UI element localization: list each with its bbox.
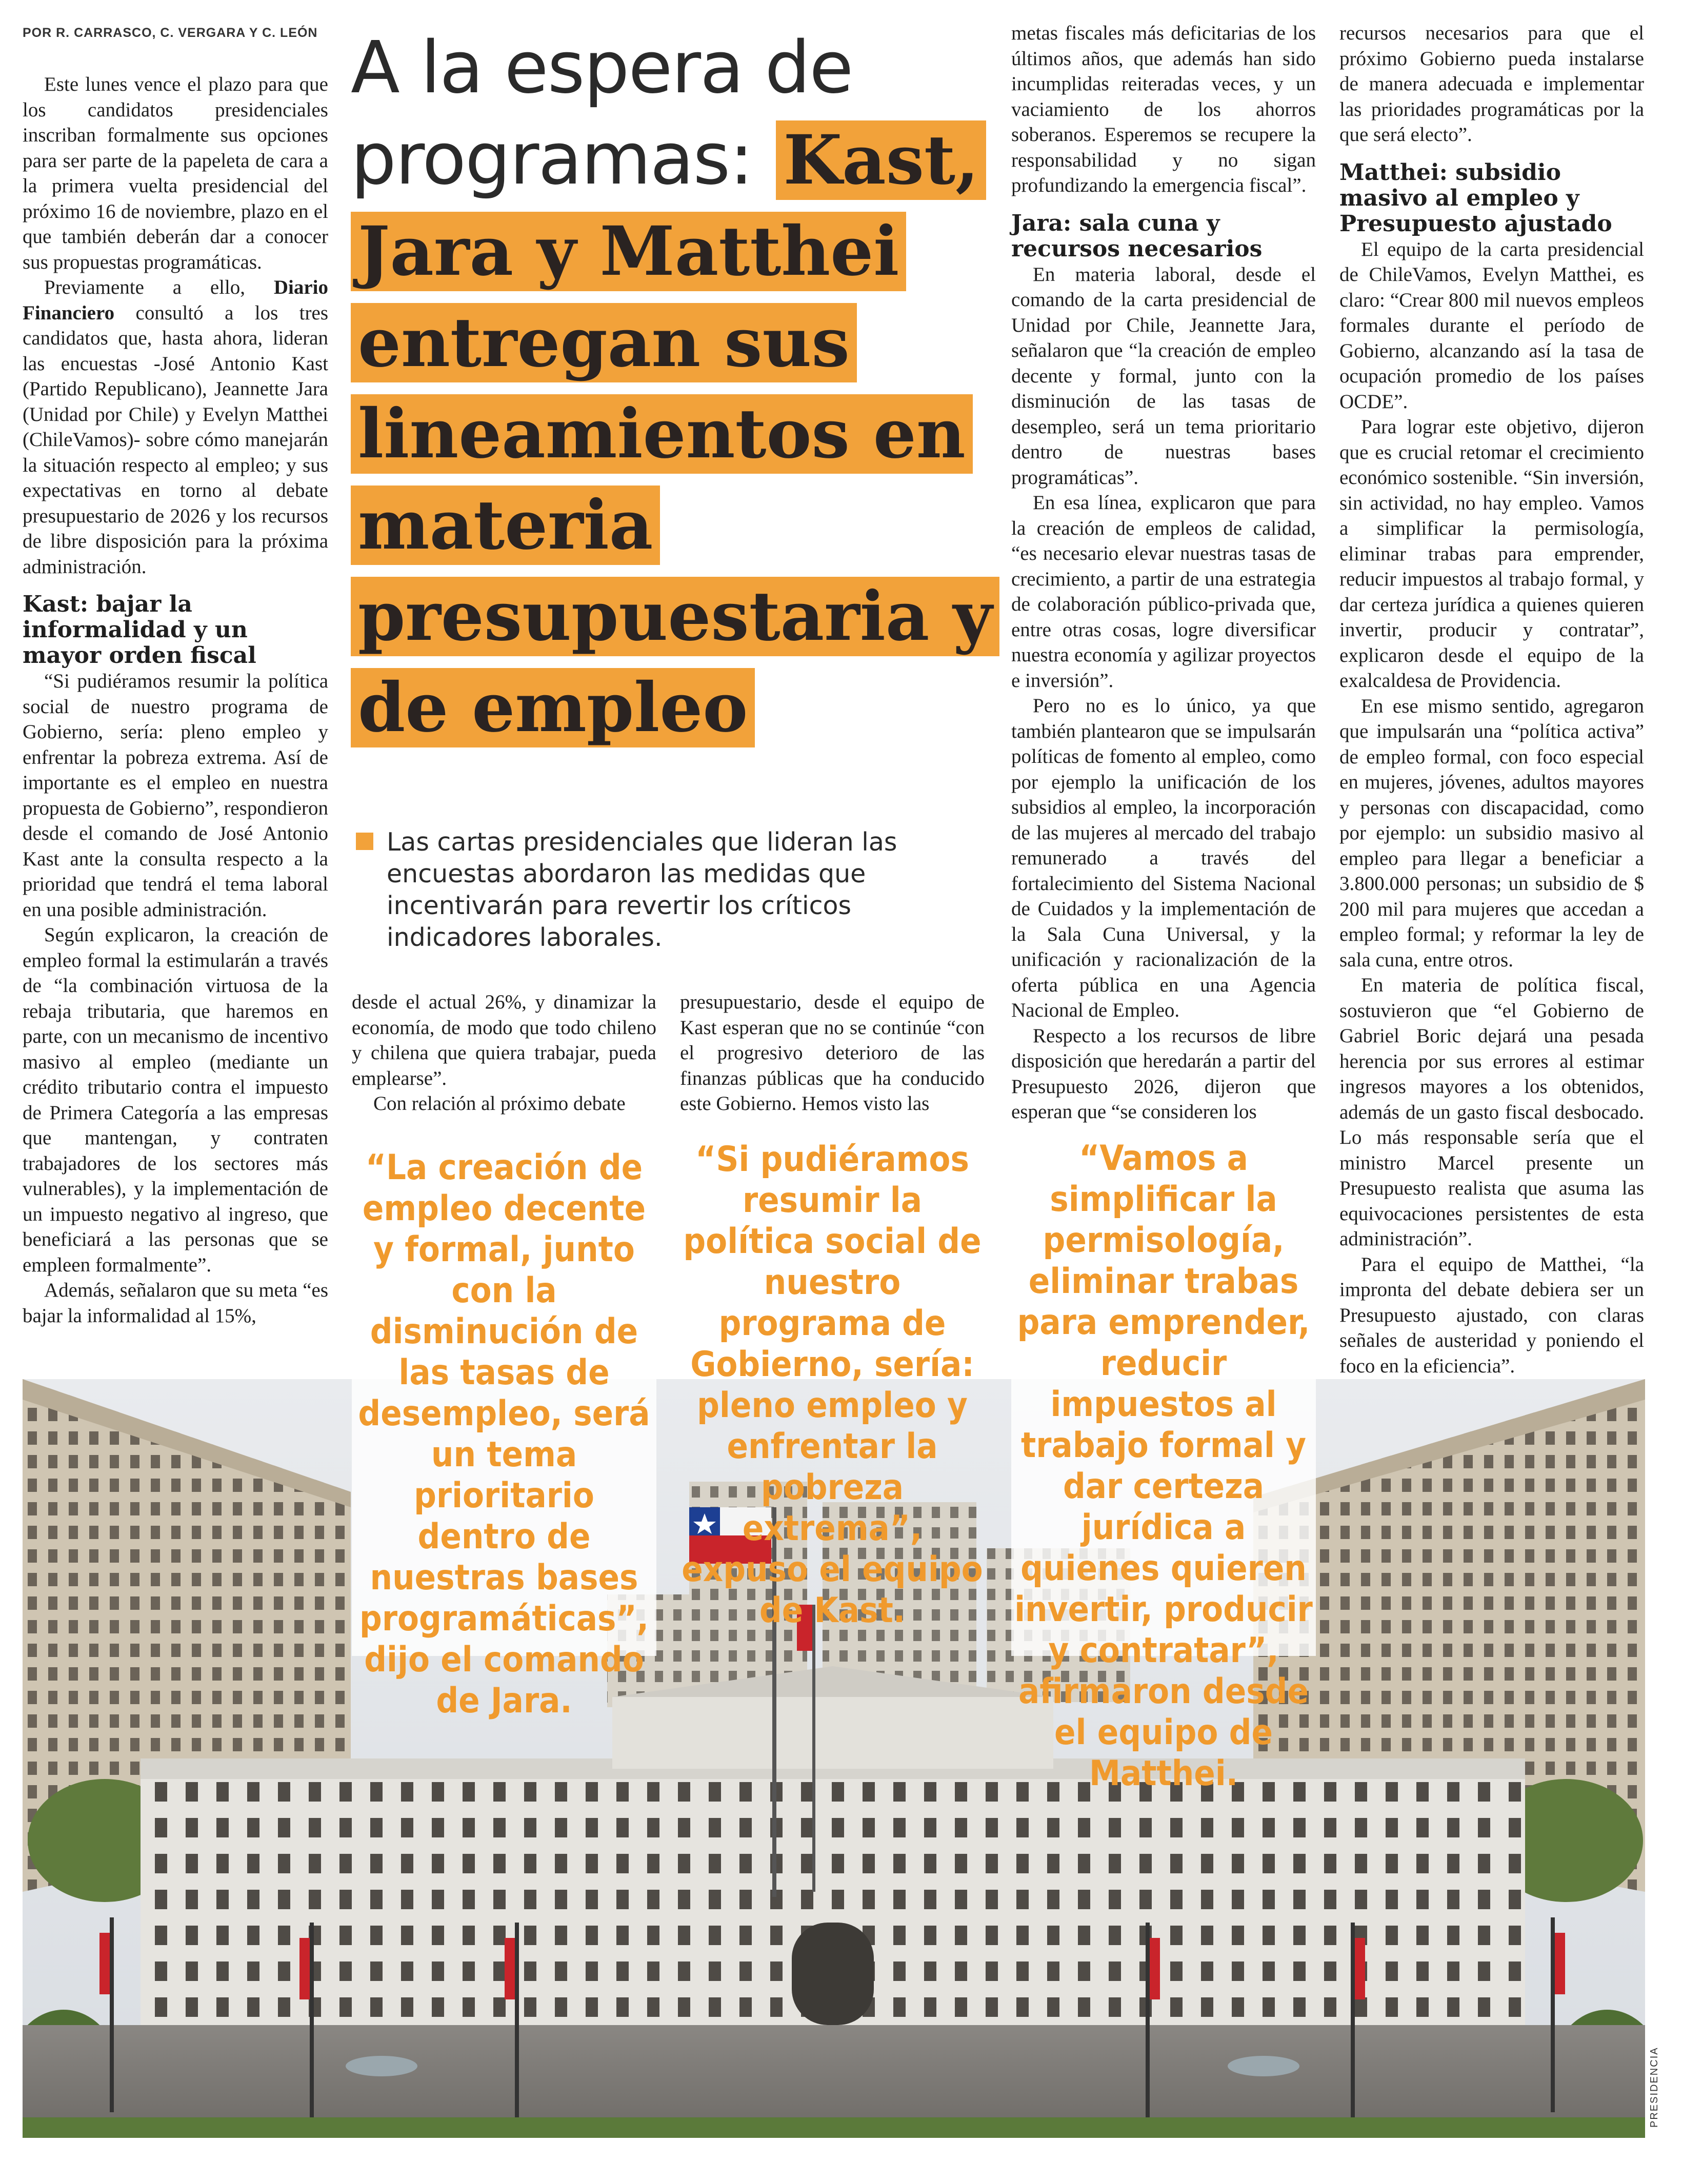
publication-name: Diario Financiero (23, 276, 328, 324)
pull-quote-kast: “Si pudiéramos resumir la política social de nuestro programa de Gobierno, sería: pleno empleo y enfrentar la pobreza extrema”, expuso el equipo de Kast. (682, 1139, 983, 1631)
body-paragraph: metas fiscales más deficitarias de los últimos años, que además han sido incumplidas reiteradas veces, y un vaciamiento de los ahorros soberanos. Esperemos se recupere la responsabilidad y no sigan profundizando la emergencia fiscal”. (1011, 22, 1316, 196)
body-paragraph: Este lunes vence el plazo para que los candidatos presidenciales inscriban formalmente sus opciones para ser parte de la papeleta de cara a la primera vuelta presidencial del próximo 16 de noviembre, plazo en el que también deberán dar a conocer sus propuestas programáticas. (23, 73, 328, 273)
headline-light-line-1: A la espera de (351, 26, 853, 110)
body-paragraph: El equipo de la carta presidencial de ChileVamos, Evelyn Matthei, es claro: “Crear 800 mil nuevos empleos formales durante el período de Gobierno, alcanzando así la tasa de ocupación promedio de los países OCDE”. (1339, 238, 1644, 413)
photo-credit: PRESIDENCIA (1649, 2047, 1660, 2128)
body-paragraph: desde el actual 26%, y dinamizar la economía, de modo que todo chileno y chilena que quiera trabajar, pueda emplearse”. (352, 991, 656, 1089)
byline: POR R. CARRASCO, C. VERGARA Y C. LEÓN (23, 26, 318, 40)
body-paragraph: presupuestario, desde el equipo de Kast esperan que no se continúe “con el progresivo deterioro de las finanzas públicas que ha conducido este Gobierno. Hemos visto las (680, 991, 985, 1115)
headline-light-line-2: programas: (351, 117, 753, 201)
body-paragraph: Pero no es lo único, ya que también plantearon que se impulsarán políticas de fomento al empleo, como por ejemplo la unificación de los subsidios al empleo, la incorporación de las mujeres al mercado del trabajo remunerado a través del fortalecimiento del Sistema Nacional de Cuidados y la implementación de la Sala Cuna Universal, y la unificación y racionalización de la oferta pública en una Agencia Nacional de Empleo. (1011, 695, 1316, 1021)
pull-quote-jara: “La creación de empleo decente y formal, junto con la disminución de las tasas de desempleo, será un tema prioritario dentro de nuestras bases programáticas”, dijo el comando de Jara. (352, 1133, 656, 1656)
body-paragraph: En ese mismo sentido, agregaron que impulsarán una “política activa” de empleo formal, con foco especial en mujeres, jóvenes, adultos mayores y personas con discapacidad, como por ejemplo: un subsidio masivo al empleo para llegar a beneficiar a 3.800.000 personas; un subsidio de $ 200 mil para mujeres que accedan a empleo formal; y reformar la ley de sala cuna, entre otros. (1339, 695, 1644, 971)
article-column-2 (352, 989, 656, 1117)
section-heading-kast: Kast: bajar la informalidad y un mayor orden fiscal (23, 591, 256, 669)
body-paragraph: Además, señalaron que su meta “es bajar la informalidad al 15%, (23, 1279, 328, 1327)
body-paragraph: recursos necesarios para que el próximo Gobierno pueda instalarse de manera adecuada e implementar las prioridades programáticas por la que será electo”. (1339, 22, 1644, 146)
section-heading-matthei: Matthei: subsidio masivo al empleo y Presupuesto ajustado (1339, 159, 1612, 237)
body-paragraph: En esa línea, explicaron que para la creación de empleos de calidad, “es necesario elevar nuestras tasas de crecimiento, a partir de una estrategia de colaboración público-privada que, entre otras cosas, logre diversificar nuestra economía y agilizar proyectos e inversión”. (1011, 492, 1316, 692)
body-paragraph: Respecto a los recursos de libre disposición que heredarán a partir del Presupuesto 2026, dijeron que esperan que “se consideren los (1011, 1024, 1316, 1123)
headline (351, 23, 999, 754)
bullet-square-icon (356, 833, 373, 850)
body-paragraph: Para el equipo de Matthei, “la impronta del debate debiera ser un Presupuesto ajustado, con claras señales de austeridad y poniendo el foco en la eficiencia”. (1339, 1253, 1644, 1377)
body-paragraph: En materia de política fiscal, sostuvieron que “el Gobierno de Gabriel Boric dejará una pesada herencia por sus errores al estimar ingresos mayores a los obtenidos, además de un gasto fiscal desbocado. Lo más responsable sería que el ministro Marcel presente un Presupuesto realista que asuma las equivocaciones persistentes de esta administración”. (1339, 974, 1644, 1250)
body-paragraph: Con relación al próximo debate (373, 1093, 626, 1115)
body-paragraph: Para lograr este objetivo, dijeron que es crucial retomar el crecimiento económico sostenible. “Sin inversión, sin actividad, no hay empleo. Vamos a simplificar la permisología, eliminar trabas para emprender, reducir impuestos al trabajo formal, y dar certeza jurídica a quienes quieren invertir, producir y contratar”, explicaron desde el equipo de la exalcaldesa de Providencia. (1339, 416, 1644, 692)
body-paragraph: Previamente a ello, Diario Financiero consultó a los tres candidatos que, hasta ahora, lideran las encuestas -José Antonio Kast (Partido Republicano), Jeannette Jara (Unidad por Chile) y Evelyn Matthei (ChileVamos)- sobre cómo manejarán la situación respecto al empleo; y sus expectativas en torno al debate presupuestario de 2026 y los recursos de libre disposición para la próxima administración. (23, 276, 328, 578)
headline-highlighted: Kast, Jara y Matthei entregan sus lineamientos en materia presupuestaria y de empleo (351, 120, 999, 747)
body-paragraph: Según explicaron, la creación de empleo formal la estimularán a través de “la combinación virtuosa de la rebaja tributaria, que haremos en parte, con un mecanismo de incentivo masivo al empleo (mediante un crédito tributario contra el impuesto de Primera Categoría a las empresas que mantengan, y contraten trabajadores de los sectores más vulnerables), y la implementación de un impuesto negativo al ingreso, que beneficiará a las personas que se empleen formalmente”. (23, 924, 328, 1276)
deck-text: Las cartas presidenciales que lideran las encuestas abordaron las medidas que incentivarán para revertir los críticos indicadores laborales. (387, 827, 897, 952)
body-paragraph: En materia laboral, desde el comando de la carta presidencial de Unidad por Chile, Jeannette Jara, señalaron que “la creación de empleo decente y formal, junto con la disminución de las tasas de desempleo, será un tema prioritario dentro de nuestras bases programáticas”. (1011, 263, 1316, 489)
body-paragraph: “Si pudiéramos resumir la política social de nuestro programa de Gobierno, sería: pleno empleo y enfrentar la pobreza extrema. Así de importante es el empleo en nuestra propuesta de Gobierno”, respondieron desde el comando de José Antonio Kast ante la consulta respecto a la prioridad que tendrá el tema laboral en una posible administración. (23, 670, 328, 921)
article-column-3 (680, 989, 985, 1117)
article-column-4 (1011, 21, 1316, 1125)
section-heading-jara: Jara: sala cuna y recursos necesarios (1011, 210, 1263, 262)
pull-quote-matthei: “Vamos a simplificar la permisología, eliminar trabas para emprender, reducir impuestos al trabajo formal y dar certeza jurídica a quienes quieren invertir, producir y contratar”, afirmaron desde el equipo de Matthei. (1011, 1133, 1316, 1656)
article-column-5 (1339, 21, 1644, 1379)
article-column-1 (23, 72, 328, 1328)
deck (356, 826, 987, 954)
